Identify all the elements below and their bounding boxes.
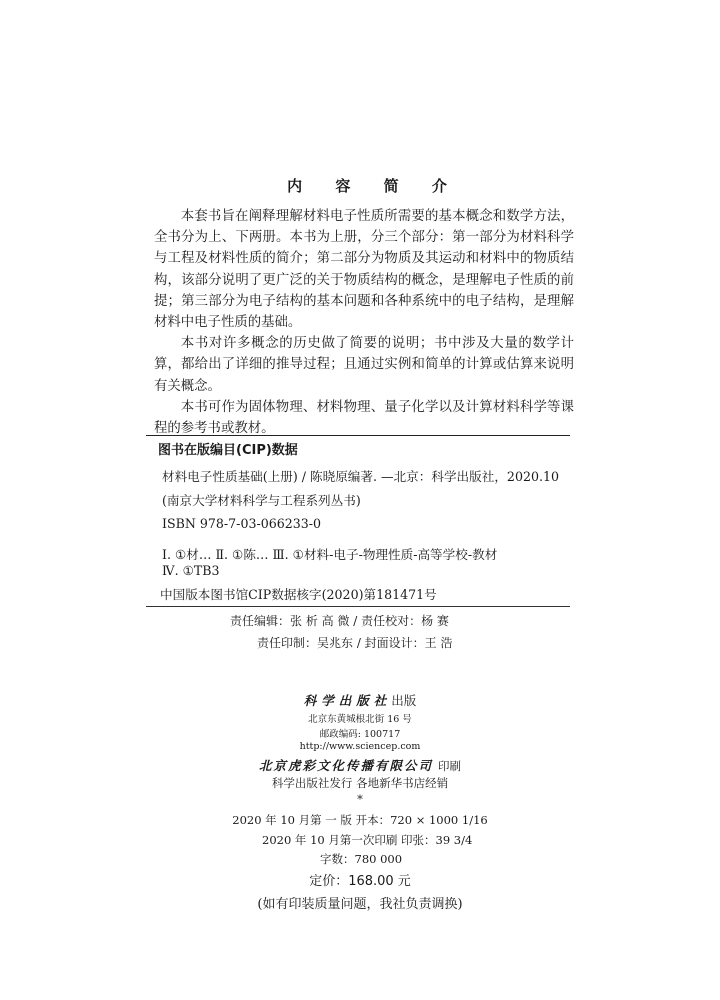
quality-notice: (如有印装质量问题，我社负责调换) [257,897,463,912]
cip-classification-2: Ⅳ. ①TB3 [162,563,220,578]
publisher-postcode: 邮政编码: 100717 [319,729,401,740]
cip-heading: 图书在版编目(CIP)数据 [158,443,298,458]
summary-paragraph-3: 本书可作为固体物理、材料物理、量子化学以及计算材料科学等课程的参考书或教材。 [154,399,574,437]
publisher-suffix: 出版 [391,693,417,708]
edition-line: 2020 年 10 月第 一 版 开本：720 × 1000 1/16 [232,813,488,827]
publisher-line [0,690,720,709]
summary-paragraph-2: 本书对许多概念的历史做了简要的说明；书中涉及大量的数学计算，都给出了详细的推导过程；且通过实例和简单的计算或估算来说明有关概念。 [154,336,574,394]
word-count: 字数：780 000 [320,852,403,866]
print-line: 2020 年 10 月第一次印刷 印张：39 3/4 [262,833,473,847]
publisher-url: http://www.sciencep.com [299,741,421,752]
credits-line-1: 责任编辑：张 析 高 微 / 责任校对：杨 赛 [230,614,449,628]
printer-name: 北京虎彩文化传播有限公司 [258,758,433,773]
credits-line-2: 责任印制：吴兆东 / 封面设计：王 浩 [257,636,453,650]
cip-verification: 中国版本图书馆CIP数据核字(2020)第181471号 [160,587,437,602]
printer-suffix: 印刷 [438,759,462,773]
cip-bottom-rule [146,606,570,607]
printer-line [0,755,720,774]
price: 定价：168.00 元 [309,874,411,889]
cip-title-line: 材料电子性质基础(上册) / 陈晓原编著. —北京：科学出版社，2020.10 [162,469,560,484]
publisher-address: 北京东黄城根北街 16 号 [308,714,412,725]
summary [154,206,574,439]
summary-paragraph-1: 本套书旨在阐释理解材料电子性质所需要的基本概念和数学方法，全书分为上、下两册。本书为上册，分三个部分：第一部分为材料科学与工程及材料性质的简介；第二部分为物质及其运动和材料中的物质结构，该部分说明了更广泛的关于物质结构的概念，是理解电子性质的前提；第三部分为电子结构的基本问题和各种系统中的电子结构，是理解材料中电子性质的基础。 [154,209,574,331]
cip-classification-1: Ⅰ. ①材… Ⅱ. ①陈… Ⅲ. ①材料-电子-物理性质-高等学校-教材 [162,547,498,562]
cip-top-rule [146,435,570,436]
distribution-line: 科学出版社发行 各地新华书店经销 [271,776,449,790]
publisher-name: 科学出版社 [303,693,392,708]
separator-asterisk: * [357,792,363,806]
page-title: 内 容 简 介 [287,177,461,195]
cip-series-line: (南京大学材料科学与工程系列丛书) [162,493,361,508]
cip-isbn: ISBN 978-7-03-066233-0 [162,516,322,531]
